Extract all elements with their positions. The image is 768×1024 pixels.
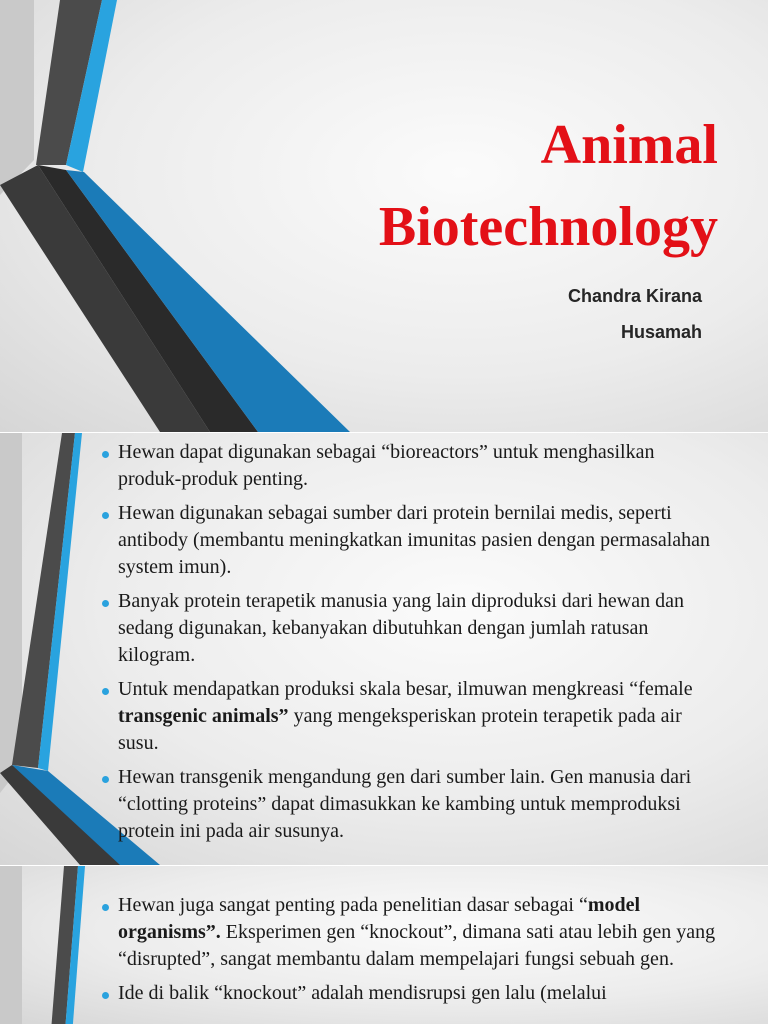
bullet-text: yang mengeksperiskan protein terapetik pada air susu. xyxy=(118,705,682,754)
bullet-bold-text: model organisms”. xyxy=(118,894,641,943)
bullet-item xyxy=(100,500,720,581)
bullet-dot-icon xyxy=(102,776,109,783)
bullet-dot-icon xyxy=(102,451,109,458)
bullet-item xyxy=(100,764,720,845)
content-slide xyxy=(0,433,768,865)
bullet-list xyxy=(100,439,720,852)
title-slide xyxy=(0,0,768,432)
bullet-text: Hewan transgenik mengandung gen dari sumber lain. Gen manusia dari “clotting proteins” dapat dimasukkan ke kambing untuk memproduksi protein ini pada air susunya. xyxy=(118,766,692,842)
bullet-text: Ide di balik “knockout” adalah mendisrupsi gen lalu (melalui xyxy=(118,982,607,1004)
bullet-dot-icon xyxy=(102,688,109,695)
bullet-bold-text: transgenic animals” xyxy=(118,705,289,727)
authors xyxy=(568,278,702,350)
slide-title xyxy=(379,104,718,268)
bullet-dot-icon xyxy=(102,992,109,999)
bullet-text: Banyak protein terapetik manusia yang lain diproduksi dari hewan dan sedang digunakan, kebanyakan dibutuhkan dengan jumlah ratusan kilogram. xyxy=(118,590,684,666)
author-name: Chandra Kirana xyxy=(567,286,702,306)
bullet-dot-icon xyxy=(102,904,109,911)
bullet-text: Untuk mendapatkan produksi skala besar, ilmuwan mengkreasi “female xyxy=(118,678,693,700)
bullet-item xyxy=(100,439,720,493)
bullet-item xyxy=(100,892,720,973)
bullet-dot-icon xyxy=(102,600,109,607)
title-line-2: Biotechnology xyxy=(378,196,718,258)
bullet-text: Eksperimen gen “knockout”, dimana sati atau lebih gen yang “disrupted”, sangat membantu dalam mempelajari fungsi sebuah gen. xyxy=(118,921,716,970)
title-line-1: Animal xyxy=(540,114,718,176)
bullet-text: Hewan digunakan sebagai sumber dari protein bernilai medis, seperti antibody (membantu meningkatkan imunitas pasien dengan permasalahan system imun). xyxy=(118,502,711,578)
bullet-text: Hewan dapat digunakan sebagai “bioreactors” untuk menghasilkan produk-produk penting. xyxy=(118,441,655,490)
bullet-item xyxy=(100,980,720,1007)
bullet-list xyxy=(100,892,720,1014)
bullet-item xyxy=(100,588,720,669)
bullet-item xyxy=(100,676,720,757)
bullet-text: Hewan juga sangat penting pada penelitian dasar sebagai “ xyxy=(118,894,588,916)
author-name: Husamah xyxy=(620,322,702,342)
bullet-dot-icon xyxy=(102,512,109,519)
content-slide xyxy=(0,866,768,1024)
